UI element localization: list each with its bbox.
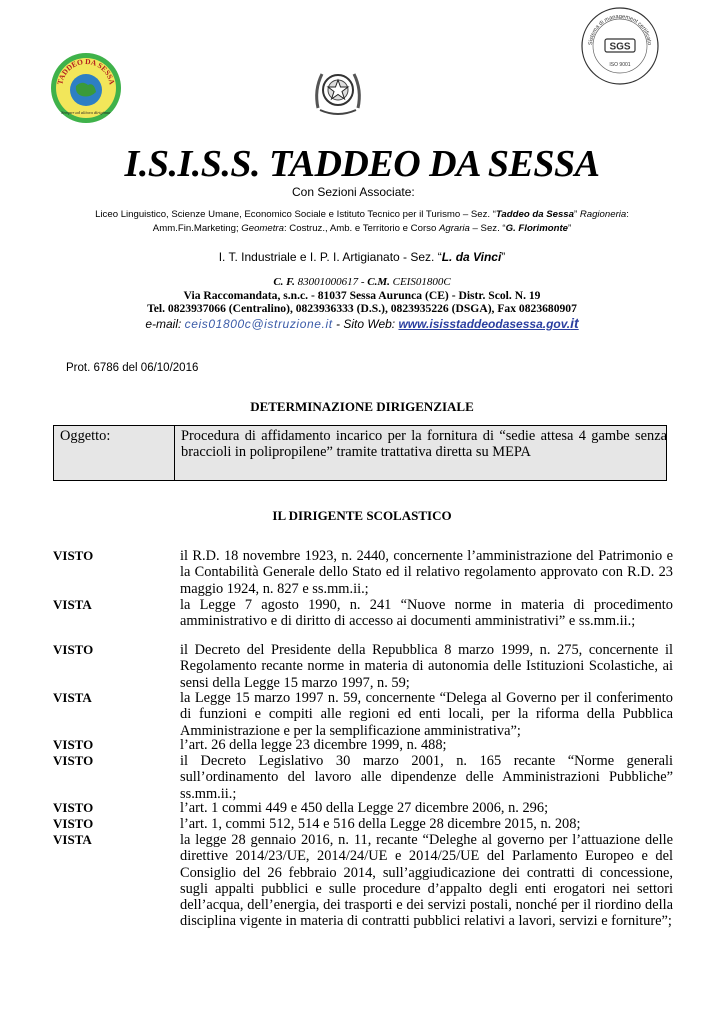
sections-line-2: Amm.Fin.Marketing; Geometra: Costruz., Amb. e Territorio e Corso Agraria – Sez. “G. Florimonte” xyxy=(152,223,572,234)
document-type-heading: DETERMINAZIONE DIRIGENZIALE xyxy=(250,399,474,414)
premise-text: il Decreto del Presidente della Repubblica 8 marzo 1999, n. 275, concernente il Regolamento recante norme in materia di autonomia delle Istituzioni Scolastiche, ai sensi della Legge 15 marzo 1997, n. 59; xyxy=(180,642,673,691)
premise-text: la Legge 7 agosto 1990, n. 241 “Nuove norme in materia di procedimento amministrativo e di diritto di accesso ai documenti amministrativi” e ss.mm.ii.; xyxy=(180,597,673,630)
sections-line-3: I. T. Industriale e I. P. I. Artigianato - Sez. “L. da Vinci” xyxy=(218,250,506,264)
premise-text: la Legge 15 marzo 1997 n. 59, concernente “Delega al Governo per il conferimento di funzioni e compiti alle regioni ed enti locali, per la riforma della Pubblica Amministrazione e per la semplificazione amministrativa”; xyxy=(180,690,673,739)
school-logo-motto: Semper ad altiora dirigimur xyxy=(61,110,111,115)
sgs-certification-logo xyxy=(580,6,660,86)
premise-label: VISTO xyxy=(53,548,94,563)
dirigente-heading: IL DIRIGENTE SCOLASTICO xyxy=(272,508,452,523)
premise-text: il R.D. 18 novembre 1923, n. 2440, concernente l’amministrazione del Patrimonio e la Contabilità Generale dello Stato ed il relativo regolamento approvato con R.D. 23 maggio 1924, n. 827 e ss.mm.ii.; xyxy=(180,548,673,597)
sgs-certification-text: Sistema di management certificato xyxy=(587,13,653,46)
sgs-logo-label: SGS xyxy=(609,41,631,53)
premise-label: VISTO xyxy=(53,737,94,752)
premise-label: VISTA xyxy=(53,597,92,612)
premise-label: VISTO xyxy=(53,642,94,657)
website-link[interactable]: www.isisstaddeodasessa.gov.it xyxy=(398,315,579,331)
school-logo-text: TADDEO DA SESSA xyxy=(55,56,117,86)
premise-label: VISTO xyxy=(53,753,94,768)
school-logo xyxy=(50,52,122,124)
premise-label: VISTA xyxy=(53,832,92,847)
premise-text: il Decreto Legislativo 30 marzo 2001, n. 165 recante “Norme generali sull’ordinamento del lavoro alle dipendenze delle Amministrazioni Pubbliche” ss.mm.ii.; xyxy=(180,753,673,802)
email-link[interactable]: ceis01800c@istruzione.it xyxy=(184,317,333,331)
premise-label: VISTO xyxy=(53,800,94,815)
subject-label: Oggetto: xyxy=(54,426,175,480)
sections-line-1: Liceo Linguistico, Scienze Umane, Economico Sociale e Istituto Tecnico per il Turismo – Sez. “Taddeo da Sessa” Ragioneria: xyxy=(95,209,629,220)
school-phones: Tel. 0823937066 (Centralino), 0823936333 (D.S.), 0823935226 (DSGA), Fax 0823680907 xyxy=(147,302,577,315)
premise-label: VISTA xyxy=(53,690,92,705)
school-title: I.S.I.S.S. TADDEO DA SESSA xyxy=(124,143,600,185)
premise-text: l’art. 26 della legge 23 dicembre 1999, n. 488; xyxy=(180,737,447,753)
sgs-iso-label: ISO 9001 xyxy=(609,62,631,68)
school-address: Via Raccomandata, s.n.c. - 81037 Sessa Aurunca (CE) - Distr. Scol. N. 19 xyxy=(183,289,541,302)
contact-line: e-mail: ceis01800c@istruzione.it - Sito Web: www.isisstaddeodasessa.gov.it xyxy=(145,315,579,331)
premise-label: VISTO xyxy=(53,816,94,831)
premise-text: l’art. 1 commi 449 e 450 della Legge 27 dicembre 2006, n. 296; xyxy=(180,800,549,816)
school-subtitle: Con Sezioni Associate: xyxy=(292,185,415,199)
fiscal-codes: C. F. 83001000617 - C.M. CEIS01800C xyxy=(273,276,451,288)
premise-text: la legge 28 gennaio 2016, n. 11, recante “Deleghe al governo per l’attuazione delle direttive 2014/23/UE, 2014/24/UE e 2014/25/UE del Parlamento Europeo e del Consiglio del 26 febbraio 2014, sull’aggiudicazione dei contratti di concessione, sugli appalti pubblici e sulle procedure d’appalto degli enti erogatori nei settori dell’acqua, dell’energia, dei trasporti e dei servizi postali, nonché per il riordino della disciplina vigente in materia di contratti pubblici relativi a lavori, servizi e forniture”; xyxy=(180,832,673,930)
subject-box xyxy=(53,425,667,481)
premise-text: l’art. 1, commi 512, 514 e 516 della Legge 28 dicembre 2015, n. 208; xyxy=(180,816,581,832)
protocol-number: Prot. 6786 del 06/10/2016 xyxy=(66,362,199,374)
republic-emblem xyxy=(308,60,368,120)
subject-text: Procedura di affidamento incarico per la fornitura di “sedie attesa 4 gambe senza braccioli in polipropilene” tramite trattativa diretta su MEPA xyxy=(181,428,667,460)
